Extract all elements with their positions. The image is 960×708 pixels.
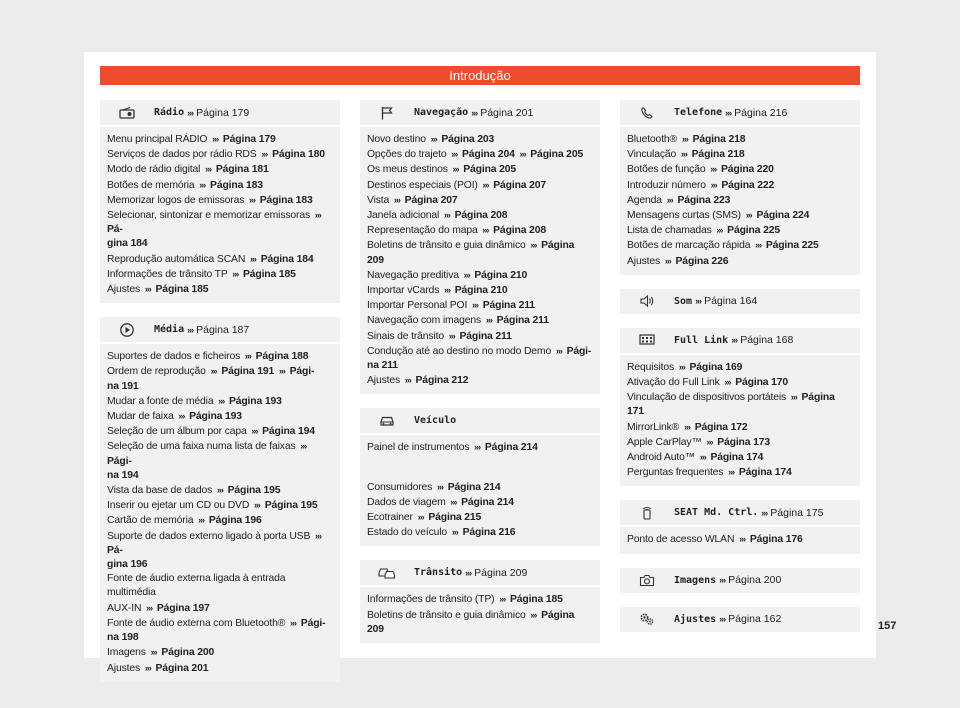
section-imagens (620, 568, 860, 593)
list-item: Menu principal RÁDIO ››› Página 179 (107, 134, 276, 145)
section-transito (360, 560, 600, 643)
list-item: Reprodução automática SCAN ››› Página 184 (107, 253, 314, 265)
section-page: Página 187 (196, 323, 250, 336)
list-item: Selecionar, sintonizar e memorizar emissoras ››› Pá- gina 184 (107, 210, 321, 250)
list-item: Introduzir número ››› Página 222 (627, 179, 775, 191)
list-item: Seleção de uma faixa numa lista de faixas ››› Pági- na 194 (107, 441, 307, 481)
section-header[interactable]: Média ››› Página 187 (100, 317, 340, 344)
section-header[interactable]: Telefone ››› Página 216 (620, 100, 860, 127)
section-page: Página 209 (474, 566, 528, 579)
flag-icon (360, 106, 414, 120)
section-header[interactable]: Ajustes ››› Página 162 (620, 607, 860, 632)
section-page: Página 164 (704, 295, 758, 308)
list-item: Importar Personal POI ››› Página 211 (367, 300, 535, 312)
section-page: Página 216 (734, 106, 788, 119)
list-item: Estado do veículo ››› Página 216 (367, 527, 516, 539)
section-header[interactable]: Trânsito ››› Página 209 (360, 560, 600, 587)
list-item: Ajustes ››› Página 226 (627, 255, 729, 267)
section-title: Imagens (674, 574, 717, 586)
list-item: Painel de instrumentos ››› Página 214 (367, 442, 538, 454)
section-body (620, 355, 860, 487)
section-som (620, 289, 860, 314)
list-item: Destinos especiais (POI) ››› Página 207 (367, 179, 547, 191)
list-item: Seleção de um álbum por capa ››› Página 194 (107, 426, 315, 438)
section-header[interactable]: Som ››› Página 164 (620, 289, 860, 314)
list-item: Ecotrainer ››› Página 215 (367, 512, 482, 524)
section-body (620, 127, 860, 275)
section-header[interactable]: Rádio ››› Página 179 (100, 100, 340, 127)
list-item: Os meus destinos ››› Página 205 (367, 164, 517, 176)
section-title: Rádio (154, 107, 185, 118)
list-item: Mudar a fonte de média ››› Página 193 (107, 395, 282, 407)
section-veiculo (360, 408, 600, 546)
section-title: Som (674, 295, 693, 307)
list-item: MirrorLink® ››› Página 172 (627, 421, 748, 433)
speaker-icon (620, 294, 674, 308)
section-media (100, 317, 340, 681)
list-item: AUX-IN ››› Página 197 (107, 602, 210, 614)
section-seatctrl (620, 500, 860, 553)
list-item: Importar vCards ››› Página 210 (367, 285, 508, 297)
gears-icon (620, 612, 674, 626)
list-item: Modo de rádio digital ››› Página 181 (107, 164, 269, 176)
section-body (100, 127, 340, 303)
list-item: Informações de trânsito (TP) ››› Página 185 (367, 594, 563, 606)
list-item: Condução até ao destino no modo Demo ››› Pági- na 211 (367, 345, 592, 372)
list-item: Ponto de acesso WLAN ››› Página 176 (627, 534, 803, 546)
section-fulllink (620, 328, 860, 487)
section-body (360, 127, 600, 394)
list-item: Ajustes ››› Página 185 (107, 284, 209, 296)
list-item: Botões de função ››› Página 220 (627, 164, 774, 176)
list-item: Novo destino ››› Página 203 (367, 134, 495, 145)
section-header[interactable]: Navegação ››› Página 201 (360, 100, 600, 127)
list-item: Agenda ››› Página 223 (627, 194, 731, 206)
list-item: Inserir ou ejetar um CD ou DVD ››› Página 195 (107, 500, 318, 512)
list-item: Dados de viagem ››› Página 214 (367, 496, 514, 508)
list-item: Boletins de trânsito e guia dinâmico ››› Página 209 (367, 240, 575, 266)
list-item: Vista da base de dados ››› Página 195 (107, 485, 281, 497)
list-item: Lista de chamadas ››› Página 225 (627, 225, 780, 237)
list-item: Cartão de memória ››› Página 196 (107, 515, 262, 527)
list-item: Ajustes ››› Página 201 (107, 662, 209, 674)
list-item: Ordem de reprodução ››› Página 191 ››› Pági- na 191 (107, 366, 315, 392)
camera-icon (620, 574, 674, 587)
section-page: Página 175 (770, 506, 824, 519)
traffic-icon (360, 567, 414, 579)
list-item: Ajustes ››› Página 212 (367, 375, 469, 387)
radio-icon (100, 107, 154, 119)
list-item: Mensagens curtas (SMS) ››› Página 224 (627, 210, 810, 222)
page-number: 157 (878, 620, 897, 632)
section-header[interactable] (360, 408, 600, 435)
section-body (360, 435, 600, 546)
section-title: SEAT Md. Ctrl. (674, 507, 759, 519)
column-3 (620, 100, 860, 646)
section-page: Página 179 (196, 106, 250, 119)
section-title: Trânsito (414, 567, 463, 579)
play-icon (100, 323, 154, 337)
list-item: Informações de trânsito TP ››› Página 185 (107, 268, 296, 280)
list-item: Ativação do Full Link ››› Página 170 (627, 377, 789, 389)
list-item: Perguntas frequentes ››› Página 174 (627, 467, 792, 479)
list-item: Suportes de dados e ficheiros ››› Página 188 (107, 351, 309, 363)
section-title: Média (154, 324, 185, 336)
section-navegacao (360, 100, 600, 394)
list-item: Imagens ››› Página 200 (107, 647, 215, 659)
section-telefone (620, 100, 860, 275)
section-body (100, 344, 340, 681)
list-item: Requisitos ››› Página 169 (627, 361, 743, 373)
section-radio (100, 100, 340, 303)
list-item: Navegação com imagens ››› Página 211 (367, 315, 549, 327)
list-item: Representação do mapa ››› Página 208 (367, 225, 546, 237)
section-header[interactable]: SEAT Md. Ctrl. ››› Página 175 (620, 500, 860, 527)
list-item: Fonte de áudio externa com Bluetooth® ››› Pági- na 198 (107, 617, 326, 644)
list-item: Apple CarPlay™ ››› Página 173 (627, 436, 771, 448)
list-item: Consumidores ››› Página 214 (367, 481, 501, 493)
section-ajustes (620, 607, 860, 632)
list-item: Fonte de áudio externa ligada à entrada multimédia (107, 573, 286, 599)
section-title: Veículo (414, 415, 457, 427)
section-title: Full Link (674, 334, 729, 346)
list-item: Android Auto™ ››› Página 174 (627, 452, 764, 464)
column-1 (100, 100, 340, 696)
list-item: Opções do trajeto ››› Página 204 ››› Página 205 (367, 149, 584, 161)
section-header[interactable]: Full Link ››› Página 168 (620, 328, 860, 355)
page-title: Introdução (100, 66, 860, 85)
section-page: Página 201 (480, 106, 534, 119)
car-icon (360, 415, 414, 427)
wifi-phone-icon (620, 506, 674, 520)
column-2 (360, 100, 600, 657)
section-title: Ajustes (674, 613, 717, 625)
list-item: Mudar de faixa ››› Página 193 (107, 411, 242, 423)
section-title: Telefone (674, 107, 723, 118)
list-item: Memorizar logos de emissoras ››› Página 183 (107, 194, 313, 206)
section-title: Navegação (414, 107, 469, 118)
section-body (360, 587, 600, 643)
list-item: Bluetooth® ››› Página 218 (627, 134, 746, 145)
section-body (620, 527, 860, 553)
list-item: Vista ››› Página 207 (367, 194, 458, 206)
list-item: Botões de memória ››› Página 183 (107, 179, 263, 191)
fulllink-icon (620, 334, 674, 346)
section-header[interactable]: Imagens ››› Página 200 (620, 568, 860, 593)
section-page: Página 162 (728, 613, 782, 626)
list-item: Vinculação ››› Página 218 (627, 149, 745, 161)
list-item: Boletins de trânsito e guia dinâmico ››› Página 209 (367, 609, 575, 635)
list-item: Suporte de dados externo ligado à porta USB ››› Pá- gina 196 (107, 530, 321, 571)
phone-icon (620, 106, 674, 120)
list-item: Sinais de trânsito ››› Página 211 (367, 330, 512, 342)
list-item: Vinculação de dispositivos portáteis ››› Página 171 (627, 392, 835, 418)
list-item: Navegação preditiva ››› Página 210 (367, 269, 528, 281)
list-item: Serviços de dados por rádio RDS ››› Página 180 (107, 149, 325, 161)
list-item: Janela adicional ››› Página 208 (367, 210, 508, 222)
section-page: Página 168 (740, 334, 794, 347)
section-page: Página 200 (728, 574, 782, 587)
list-item: Botões de marcação rápida ››› Página 225 (627, 240, 819, 252)
